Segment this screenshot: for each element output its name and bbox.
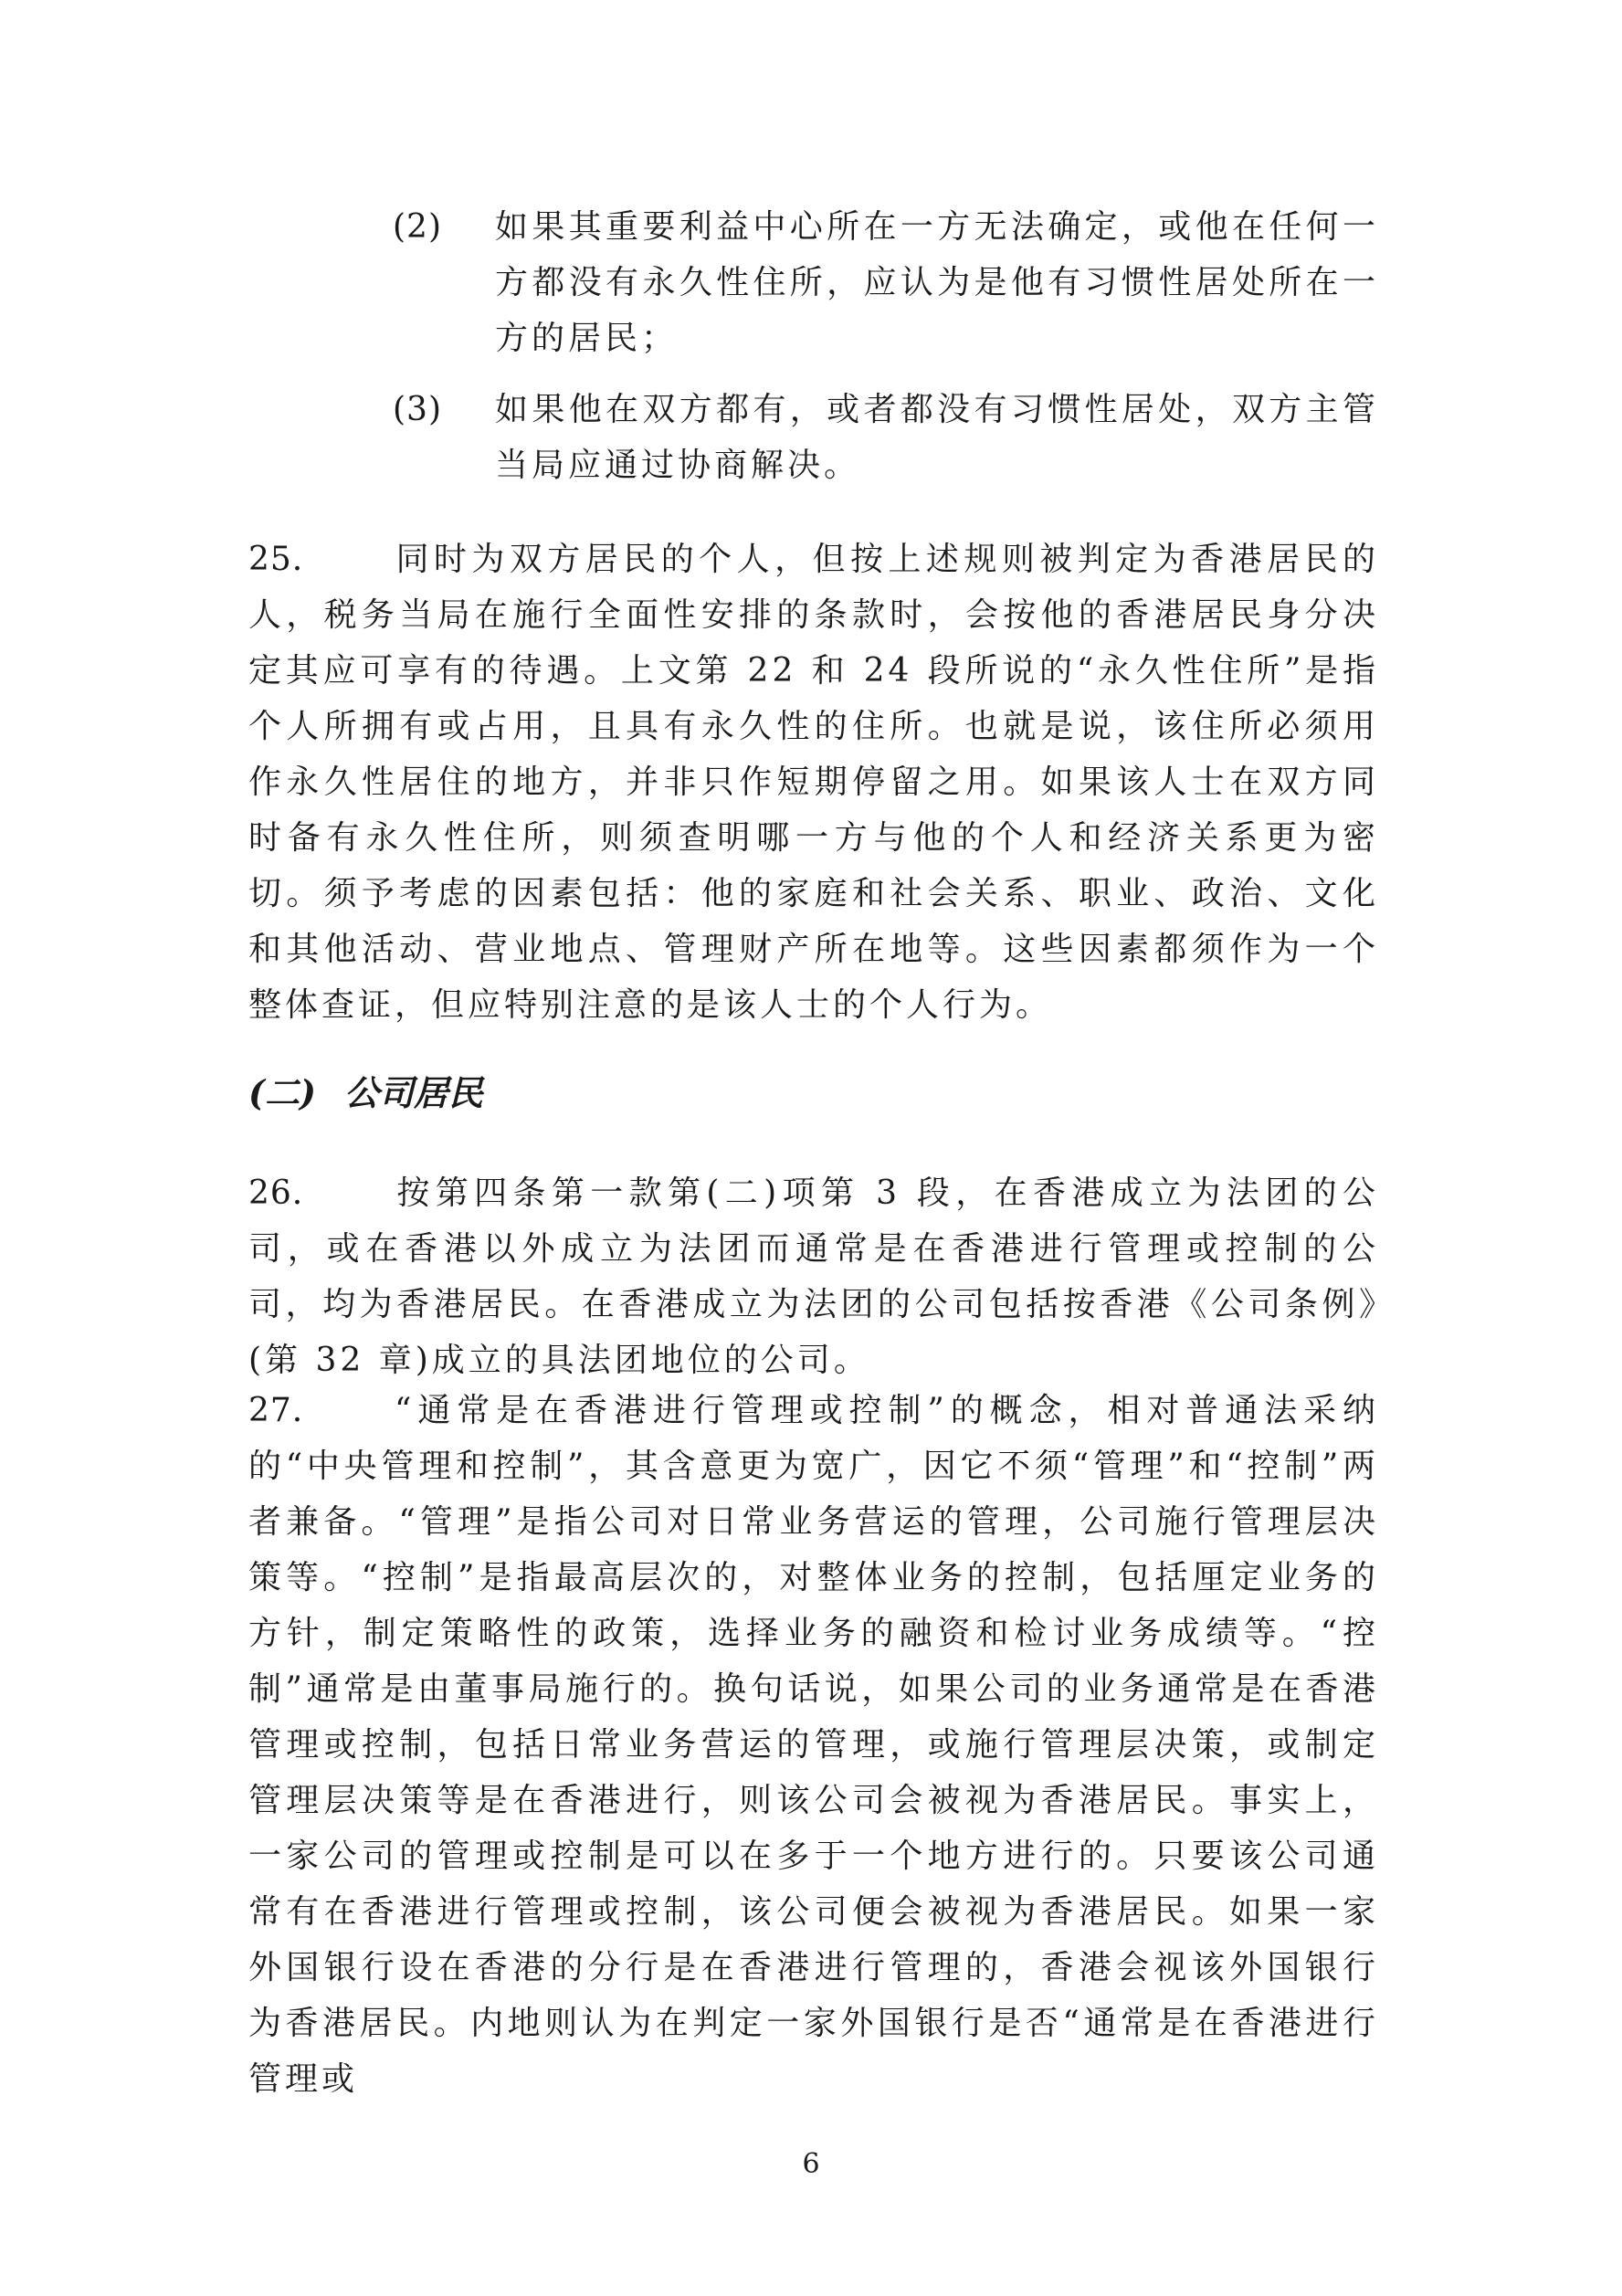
list-item-text: 如果其重要利益中心所在一方无法确定，或他在任何一方都没有永久性住所，应认为是他有习惯性居处所在一方的居民； — [495, 208, 1379, 357]
page-number: 6 — [802, 2148, 820, 2180]
list-item-number: (3) — [393, 391, 442, 428]
list-item-number: (2) — [393, 208, 442, 246]
section-heading-number: (二) — [248, 1072, 316, 1113]
list-item-3 — [393, 382, 1379, 493]
paragraph-27 — [248, 1383, 1379, 2107]
paragraph-text: “通常是在香港进行管理或控制”的概念，相对普通法采纳的“中央管理和控制”，其含意更为宽广，因它不须“管理”和“控制”两者兼备。“管理”是指公司对日常业务营运的管理，公司施行管理层决策等。“控制”是指最高层次的，对整体业务的控制，包括厘定业务的方针，制定策略性的政策，选择业务的融资和检讨业务成绩等。“控制”通常是由董事局施行的。换句话说，如果公司的业务通常是在香港管理或控制，包括日常业务营运的管理，或施行管理层决策，或制定管理层决策等是在香港进行，则该公司会被视为香港居民。事实上，一家公司的管理或控制是可以在多于一个地方进行的。只要该公司通常有在香港进行管理或控制，该公司便会被视为香港居民。如果一家外国银行设在香港的分行是在香港进行管理的，香港会视该外国银行为香港居民。内地则认为在判定一家外国银行是否“通常是在香港进行管理或 — [248, 1392, 1379, 2098]
section-heading — [248, 1065, 483, 1121]
paragraph-25 — [248, 532, 1379, 1033]
list-item-2 — [393, 199, 1379, 366]
paragraph-text: 同时为双方居民的个人，但按上述规则被判定为香港居民的人，税务当局在施行全面性安排的条款时，会按他的香港居民身分决定其应可享有的待遇。上文第 22 和 24 段所说的“永久性住所”是指个人所拥有或占用，且具有永久性的住所。也就是说，该住所必须用作永久性居住的地方，并非只作短期停留之用。如果该人士在双方同时备有永久性住所，则须查明哪一方与他的个人和经济关系更为密切。须予考虑的因素包括：他的家庭和社会关系、职业、政治、文化和其他活动、营业地点、管理财产所在地等。这些因素都须作为一个整体查证，但应特别注意的是该人士的个人行为。 — [248, 541, 1379, 1024]
paragraph-number: 27. — [248, 1392, 304, 1429]
paragraph-26 — [248, 1165, 1379, 1388]
paragraph-text: 按第四条第一款第(二)项第 3 段，在香港成立为法团的公司，或在香港以外成立为法团而通常是在香港进行管理或控制的公司，均为香港居民。在香港成立为法团的公司包括按香港《公司条例》(第 32 章)成立的具法团地位的公司。 — [248, 1174, 1379, 1379]
paragraph-number: 26. — [248, 1174, 304, 1212]
section-heading-title: 公司居民 — [344, 1072, 484, 1113]
list-item-text: 如果他在双方都有，或者都没有习惯性居处，双方主管当局应通过协商解决。 — [495, 391, 1379, 484]
paragraph-number: 25. — [248, 541, 304, 578]
